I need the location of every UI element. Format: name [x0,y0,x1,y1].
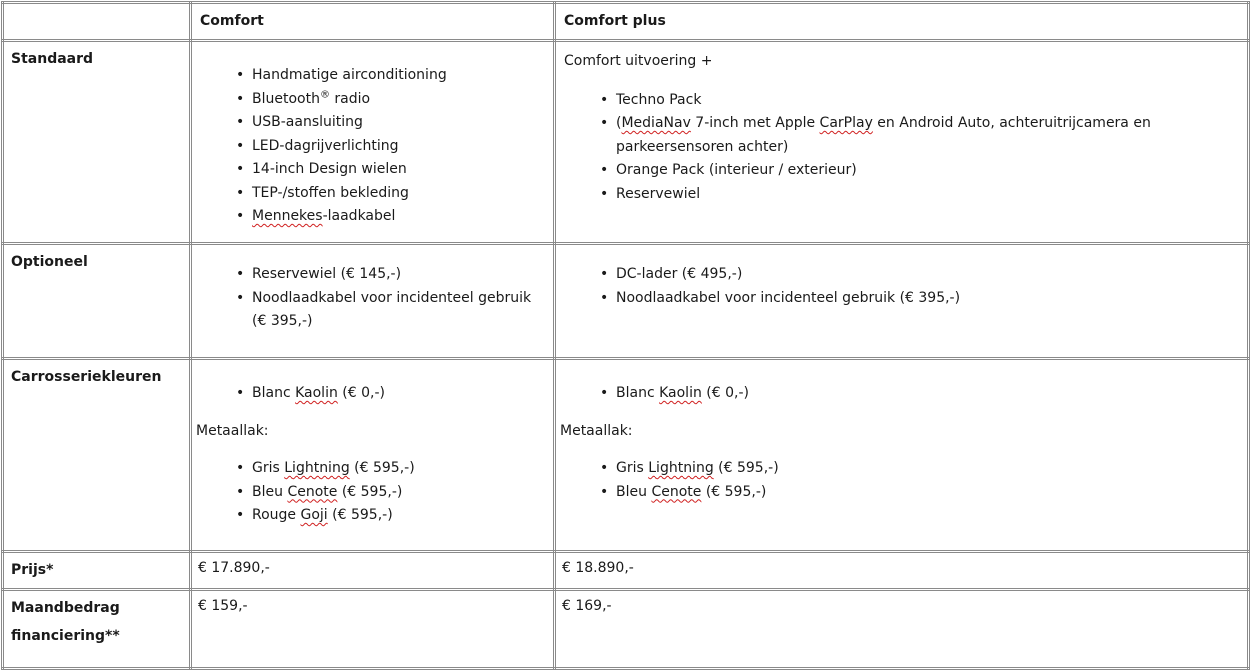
registered-mark: ® [319,88,330,100]
list-item [616,481,1243,505]
table-header-row [3,3,1249,41]
standaard-comfort-plus-cell [555,41,1249,244]
list-item-text: (€ 0,-) [337,385,385,401]
list-item [252,504,549,528]
list-item-text: 7-inch met Apple [690,115,820,131]
optioneel-comfort-plus-list [560,263,1243,310]
metaallak-label: Metaallak: [560,422,633,439]
list-item-text: en Android Auto, achteruitrijcamera en parkeersensoren achter) [616,115,1151,155]
list-item: • Noodlaadkabel voor incidenteel gebruik (€ 395,-) [616,287,1243,311]
metaallak-label: Metaallak: [196,422,269,439]
kleuren-comfort-cell [191,359,555,552]
list-item-text: Bluetooth [252,90,320,107]
list-item-text: Bleu [616,483,652,500]
list-item: • Handmatige airconditioning [252,64,549,88]
spell-flagged-word: Lightning [284,460,350,476]
list-item [616,457,1243,481]
list-item-text: Bleu [252,483,288,500]
list-item: • Reservewiel [616,183,1243,207]
prijs-comfort: € 17.890,- [191,552,555,590]
row-label-maandbedrag: Maandbedrag financiering** [3,590,191,669]
spell-flagged-word: Cenote [651,483,702,500]
list-item: • TEP-/stoffen bekleding [252,182,549,206]
spell-flagged-word: Lightning [648,460,714,476]
table-row-maandbedrag [3,590,1249,669]
row-label-carrosseriekleuren: Carrosseriekleuren [3,359,191,552]
list-item [616,382,1243,406]
list-item-text: Gris [252,460,285,476]
prijs-comfort-plus: € 18.890,- [555,552,1249,590]
list-item-text: (€ 595,-) [327,507,393,523]
list-item-text: Rouge [252,507,301,523]
list-item: • 14-inch Design wielen [252,158,549,182]
optioneel-comfort-cell [191,244,555,359]
spell-flagged-word: Cenote [287,483,338,500]
list-item: • DC-lader (€ 495,-) [616,263,1243,287]
standaard-intro: Comfort uitvoering + [564,53,713,69]
list-item [252,481,549,505]
list-item: • Techno Pack [616,89,1243,113]
kleuren-comfort-plus-metal-list [560,457,1243,504]
spell-flagged-word: Mennekes [252,208,323,224]
list-item-text: LED-dagrijverlichting [252,137,399,154]
table-row-standaard [3,41,1249,244]
list-item-text: (€ 595,-) [337,483,403,500]
list-item-text: (€ 595,-) [349,460,415,476]
list-item-text: (€ 595,-) [701,483,767,500]
spell-flagged-word: Kaolin [295,385,338,401]
optioneel-comfort-list [196,263,549,334]
list-item-text: (€ 595,-) [713,460,779,476]
list-item-text: Gris [616,460,649,476]
kleuren-comfort-solid-list [196,382,549,406]
list-item-text: (€ 0,-) [701,385,749,401]
optioneel-comfort-plus-cell [555,244,1249,359]
spell-flagged-word: Goji [300,507,328,523]
list-item [252,205,549,229]
list-item [252,457,549,481]
maandbedrag-comfort: € 159,- [191,590,555,669]
row-label-standaard: Standaard [3,41,191,244]
spell-flagged-word: Kaolin [659,385,702,401]
list-item [252,135,549,159]
list-item: • USB-aansluiting [252,111,549,135]
spell-flagged-word: CarPlay [819,115,873,131]
standaard-comfort-cell [191,41,555,244]
header-empty-cell [3,3,191,41]
maandbedrag-comfort-plus: € 169,- [555,590,1249,669]
header-comfort: Comfort [191,3,555,41]
table-row-prijs [3,552,1249,590]
header-comfort-plus: Comfort plus [555,3,1249,41]
kleuren-comfort-metal-list [196,457,549,528]
row-label-prijs: Prijs* [3,552,191,590]
list-item-text: -laadkabel [322,208,396,224]
list-item-text: radio [334,90,371,107]
comparison-table [1,1,1250,670]
table-row-carrosseriekleuren [3,359,1249,552]
list-item: • Noodlaadkabel voor incidenteel gebruik (€ 395,-) [252,287,541,334]
list-item: • Reservewiel (€ 145,-) [252,263,541,287]
list-item-text: Blanc [616,385,660,401]
kleuren-comfort-plus-cell [555,359,1249,552]
spell-flagged-word: MediaNav [621,115,691,131]
kleuren-comfort-plus-solid-list [560,382,1243,406]
standaard-comfort-plus-list [560,89,1243,207]
list-item-text: Blanc [252,385,296,401]
list-item [252,88,549,112]
list-item [616,112,1243,159]
standaard-comfort-list [196,64,549,229]
list-item [252,382,549,406]
row-label-optioneel: Optioneel [3,244,191,359]
list-item-text: ( [616,115,622,131]
list-item: • Orange Pack (interieur / exterieur) [616,159,1243,183]
table-row-optioneel [3,244,1249,359]
